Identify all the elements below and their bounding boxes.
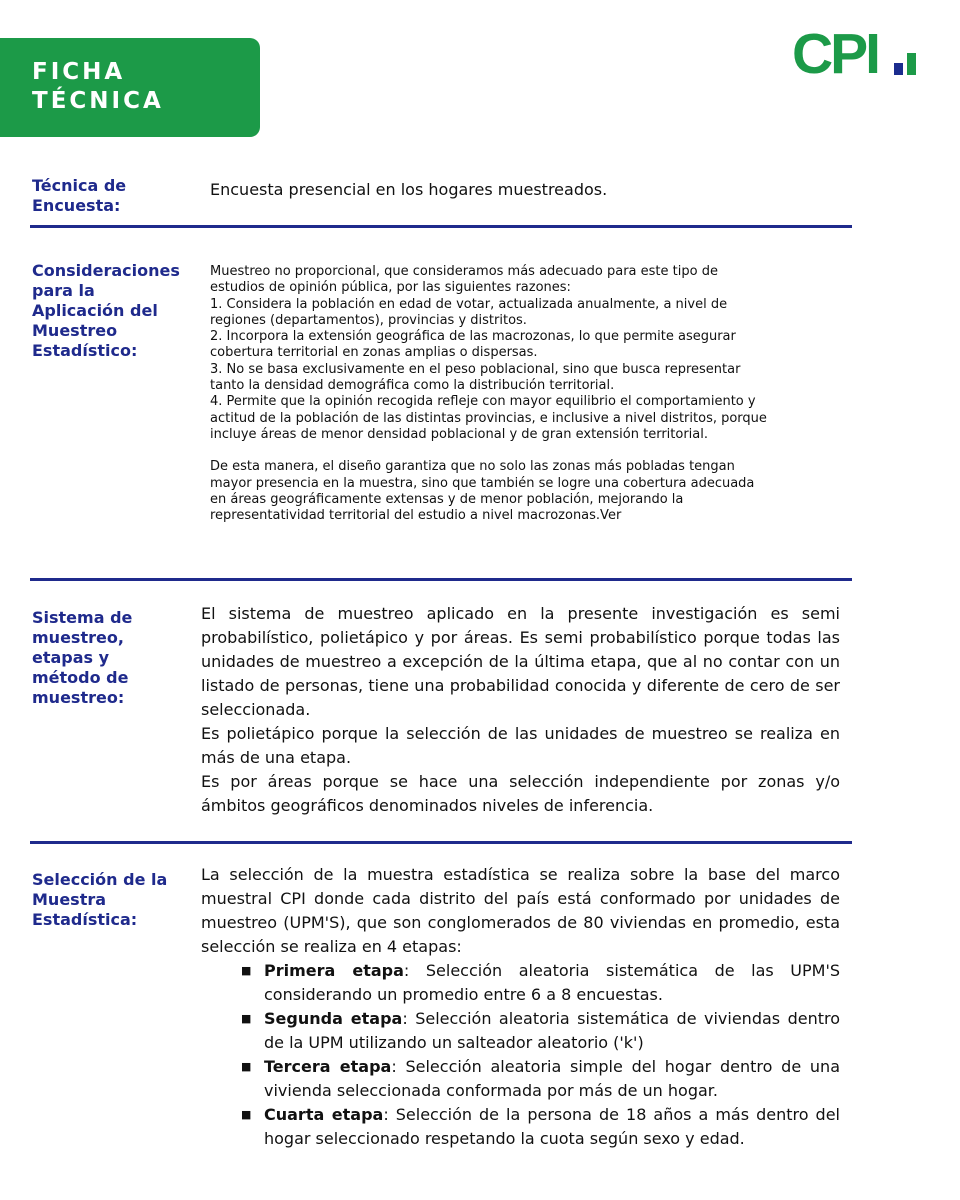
sistema-paragraph-1: El sistema de muestreo aplicado en la presente investigación es semi probabilístico, polietápico y por áreas. Es semi probabilístico porque todas las unidades de muestreo a excepción de la última etapa, que al no contar con un listado de personas, tiene una probabilidad conocida y diferente de cero de ser seleccionada.: [201, 604, 840, 719]
stage-description: : Selección aleatoria simple del hogar dentro de una vivienda seleccionada conformada por más de un hogar.: [264, 1057, 841, 1100]
label-consideraciones: Consideraciones para la Aplicación del Muestreo Estadístico:: [32, 261, 180, 360]
list-item: [201, 1055, 840, 1103]
seleccion-muestra-text: [201, 863, 840, 1151]
stage-name: Primera etapa: [264, 961, 404, 980]
stage-description: : Selección aleatoria sistemática de las UPM'S considerando un promedio entre 6 a 8 encuestas.: [264, 961, 841, 1004]
consideraciones-reason-1: 1. Considera la población en edad de votar, actualizada anualmente, a nivel de regiones (departamentos), provincias y distritos.: [210, 296, 728, 328]
stage-name: Segunda etapa: [264, 1009, 403, 1028]
bullet-icon: ■: [241, 1012, 252, 1025]
logo-text: CPI: [792, 22, 879, 86]
stage-name: Tercera etapa: [264, 1057, 392, 1076]
cpi-logo: [792, 22, 932, 86]
section-divider: [30, 578, 852, 581]
sistema-paragraph-2: Es polietápico porque la selección de las unidades de muestreo se realiza en más de una etapa.: [201, 724, 840, 767]
consideraciones-reason-4: 4. Permite que la opinión recogida refleje con mayor equilibrio el comportamiento y actitud de la población de las distintas provincias, e inclusive a nivel distritos, porque incluye áreas de menor densidad poblacional y de gran extensión territorial.: [210, 394, 767, 442]
list-item: [201, 959, 840, 1007]
bullet-icon: ■: [241, 964, 252, 977]
consideraciones-reason-2: 2. Incorpora la extensión geográfica de las macrozonas, lo que permite asegurar cobertura territorial en zonas amplias o dispersas.: [210, 329, 736, 361]
logo-bar-green: [907, 53, 916, 75]
bullet-icon: ■: [241, 1108, 252, 1121]
stage-description: : Selección aleatoria sistemática de viviendas dentro de la UPM utilizando un salteador aleatorio ('k'): [264, 1009, 841, 1052]
section-divider: [30, 225, 852, 228]
sistema-muestreo-text: [201, 602, 840, 818]
list-item: [201, 1103, 840, 1151]
stage-description: : Selección de la persona de 18 años a más dentro del hogar seleccionado respetando la cuota según sexo y edad.: [264, 1105, 840, 1148]
consideraciones-conclusion: De esta manera, el diseño garantiza que no solo las zonas más pobladas tengan mayor presencia en la muestra, sino que también se logre una cobertura adecuada en áreas geográficamente extensas y de menor población, mejorando la representatividad territorial del estudio a nivel macrozonas.Ver: [210, 459, 755, 524]
label-seleccion-muestra: Selección de la Muestra Estadística:: [32, 870, 168, 929]
stages-list: [201, 959, 840, 1151]
consideraciones-reason-3: 3. No se basa exclusivamente en el peso poblacional, sino que busca representar tanto la densidad demográfica como la distribución territorial.: [210, 361, 741, 394]
label-sistema-muestreo: Sistema de muestreo, etapas y método de muestreo:: [32, 608, 133, 707]
page-title: FICHA TÉCNICA: [32, 59, 164, 114]
consideraciones-text: [210, 264, 770, 524]
logo-bar-blue: [894, 63, 903, 75]
list-item: [201, 1007, 840, 1055]
label-tecnica-encuesta: Técnica de Encuesta:: [32, 176, 127, 215]
sistema-paragraph-3: Es por áreas porque se hace una selección independiente por zonas y/o ámbitos geográficos denominados niveles de inferencia.: [201, 772, 840, 815]
tecnica-encuesta-text: Encuesta presencial en los hogares muestreados.: [210, 180, 608, 199]
consideraciones-intro: Muestreo no proporcional, que consideramos más adecuado para este tipo de estudios de opinión pública, por las siguientes razones:: [210, 264, 718, 296]
section-divider: [30, 841, 852, 844]
bullet-icon: ■: [241, 1060, 252, 1073]
seleccion-intro: La selección de la muestra estadística se realiza sobre la base del marco muestral CPI donde cada distrito del país está conformado por unidades de muestreo (UPM'S), que son conglomerados de 80 viviendas en promedio, esta selección se realiza en 4 etapas:: [201, 865, 840, 956]
stage-name: Cuarta etapa: [264, 1105, 384, 1124]
